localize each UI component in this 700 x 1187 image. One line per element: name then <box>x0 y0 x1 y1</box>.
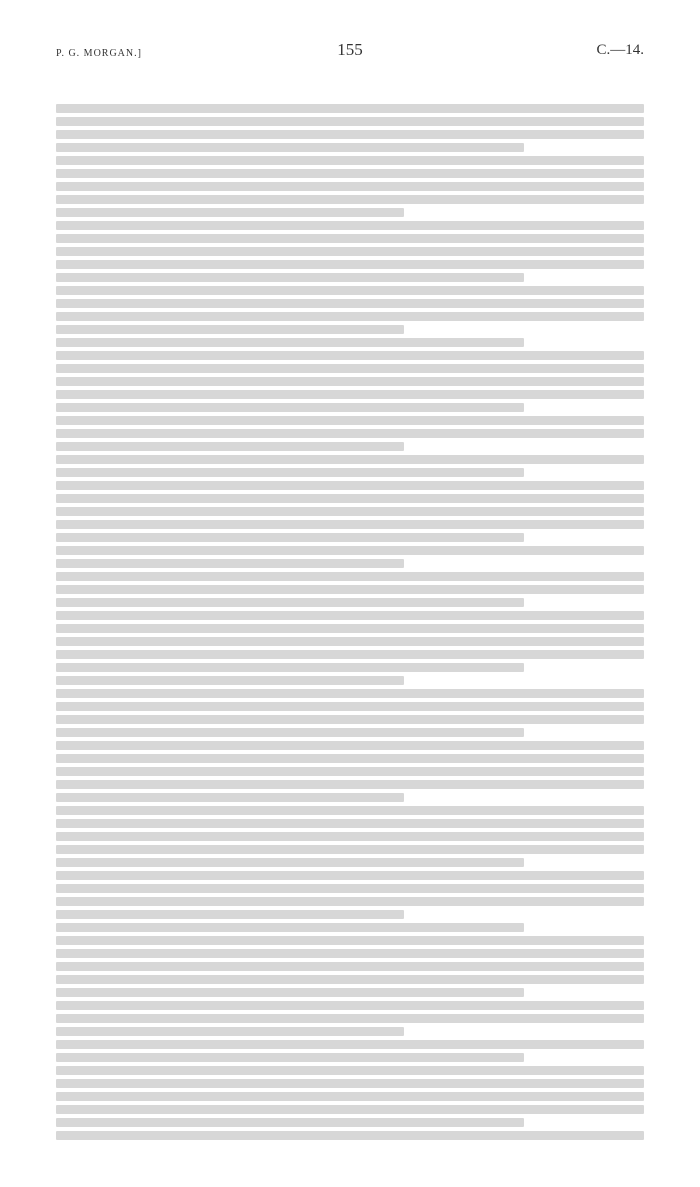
placeholder-line <box>56 299 644 308</box>
placeholder-line <box>56 312 644 321</box>
placeholder-line <box>56 286 644 295</box>
placeholder-line <box>56 533 524 542</box>
placeholder-line <box>56 663 524 672</box>
placeholder-line <box>56 338 524 347</box>
placeholder-line <box>56 585 644 594</box>
placeholder-line <box>56 156 644 165</box>
placeholder-line <box>56 546 644 555</box>
page-number: 155 <box>337 40 363 59</box>
placeholder-line <box>56 520 644 529</box>
placeholder-line <box>56 169 644 178</box>
page-body <box>56 90 644 1144</box>
placeholder-line <box>56 637 644 646</box>
placeholder-line <box>56 780 644 789</box>
placeholder-line <box>56 130 644 139</box>
placeholder-line <box>56 988 524 997</box>
placeholder-line <box>56 897 644 906</box>
placeholder-line <box>56 1001 644 1010</box>
placeholder-line <box>56 767 644 776</box>
placeholder-line <box>56 403 524 412</box>
placeholder-line <box>56 728 524 737</box>
placeholder-line <box>56 598 524 607</box>
placeholder-line <box>56 884 644 893</box>
placeholder-line <box>56 702 644 711</box>
placeholder-line <box>56 117 644 126</box>
placeholder-line <box>56 195 644 204</box>
placeholder-line <box>56 1014 644 1023</box>
placeholder-line <box>56 832 644 841</box>
placeholder-line <box>56 208 404 217</box>
header-author: P. G. MORGAN.] <box>56 48 142 59</box>
placeholder-line <box>56 104 644 113</box>
placeholder-line <box>56 481 644 490</box>
placeholder-line <box>56 793 404 802</box>
placeholder-line <box>56 754 644 763</box>
placeholder-line <box>56 819 644 828</box>
placeholder-line <box>56 871 644 880</box>
placeholder-line <box>56 962 644 971</box>
placeholder-line <box>56 806 644 815</box>
placeholder-line <box>56 1118 524 1127</box>
placeholder-line <box>56 1092 644 1101</box>
placeholder-line <box>56 689 644 698</box>
running-header <box>56 40 644 68</box>
placeholder-line <box>56 923 524 932</box>
text-placeholder <box>56 104 644 1140</box>
placeholder-line <box>56 507 644 516</box>
placeholder-line <box>56 377 644 386</box>
placeholder-line <box>56 559 404 568</box>
placeholder-line <box>56 715 644 724</box>
placeholder-line <box>56 143 524 152</box>
placeholder-line <box>56 975 644 984</box>
placeholder-line <box>56 1027 404 1036</box>
placeholder-line <box>56 468 524 477</box>
placeholder-line <box>56 247 644 256</box>
placeholder-line <box>56 416 644 425</box>
placeholder-line <box>56 611 644 620</box>
placeholder-line <box>56 741 644 750</box>
placeholder-line <box>56 442 404 451</box>
placeholder-line <box>56 325 404 334</box>
placeholder-line <box>56 1131 644 1140</box>
placeholder-line <box>56 455 644 464</box>
placeholder-line <box>56 858 524 867</box>
placeholder-line <box>56 845 644 854</box>
placeholder-line <box>56 624 644 633</box>
placeholder-line <box>56 910 404 919</box>
document-code: C.—14. <box>596 42 644 58</box>
placeholder-line <box>56 1105 644 1114</box>
placeholder-line <box>56 1040 644 1049</box>
placeholder-line <box>56 650 644 659</box>
placeholder-line <box>56 1053 524 1062</box>
placeholder-line <box>56 273 524 282</box>
placeholder-line <box>56 260 644 269</box>
placeholder-line <box>56 676 404 685</box>
placeholder-line <box>56 351 644 360</box>
placeholder-line <box>56 949 644 958</box>
placeholder-line <box>56 221 644 230</box>
placeholder-line <box>56 1079 644 1088</box>
placeholder-line <box>56 364 644 373</box>
placeholder-line <box>56 182 644 191</box>
placeholder-line <box>56 494 644 503</box>
placeholder-line <box>56 234 644 243</box>
placeholder-line <box>56 390 644 399</box>
placeholder-line <box>56 1066 644 1075</box>
placeholder-line <box>56 936 644 945</box>
placeholder-line <box>56 429 644 438</box>
placeholder-line <box>56 572 644 581</box>
